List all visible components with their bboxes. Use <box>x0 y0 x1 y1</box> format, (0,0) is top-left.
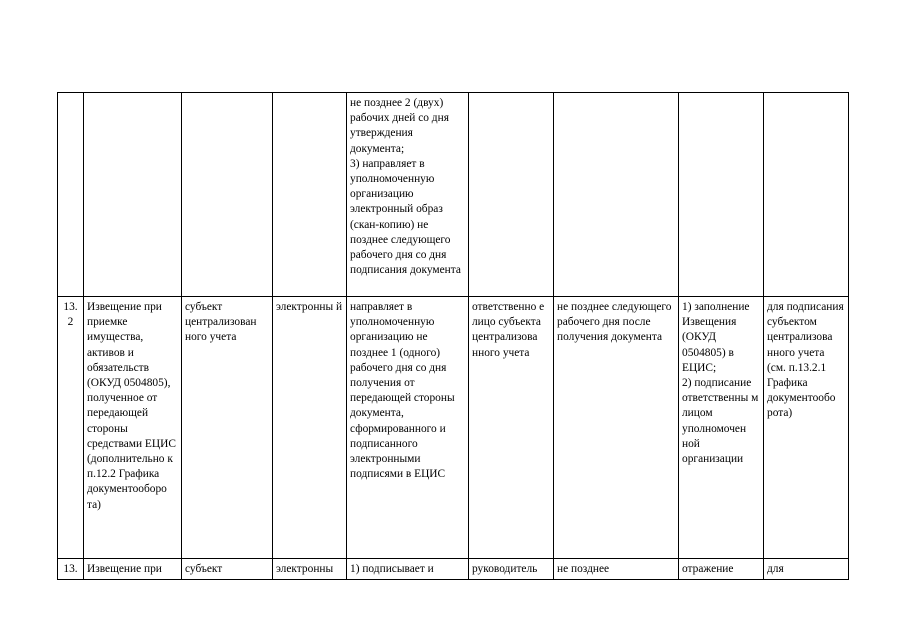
cell-deadline: не позднее следующего рабочего дня после получения документа <box>554 297 679 559</box>
cell-processing <box>679 93 764 297</box>
cell-deadline <box>554 93 679 297</box>
cell-processing: отражение <box>679 559 764 580</box>
cell-action: направляет в уполномоченную организацию не позднее 1 (одного) рабочего дня со дня получения от передающей стороны документа, сформированного и подписанного электронными подписями в ЕЦИС <box>347 297 469 559</box>
table-row <box>58 559 849 580</box>
cell-purpose: для <box>764 559 849 580</box>
cell-originator: субъект <box>182 559 273 580</box>
cell-format: электронны <box>273 559 347 580</box>
table-row <box>58 297 849 559</box>
cell-document-name: Извещение при приемке имущества, активов и обязательств (ОКУД 0504805), полученное от передающей стороны средствами ЕЦИС (дополнительно к п.12.2 Графика документооборо та) <box>84 297 182 559</box>
cell-number <box>58 93 84 297</box>
cell-deadline: не позднее <box>554 559 679 580</box>
document-table <box>57 92 849 580</box>
cell-document-name: Извещение при <box>84 559 182 580</box>
cell-processing: 1) заполнение Извещения (ОКУД 0504805) в ЕЦИС; 2) подписание ответственны м лицом уполномочен ной организации <box>679 297 764 559</box>
cell-responsible: руководитель <box>469 559 554 580</box>
cell-purpose <box>764 93 849 297</box>
cell-action: 1) подписывает и <box>347 559 469 580</box>
cell-format: электронны й <box>273 297 347 559</box>
cell-responsible: ответственно е лицо субъекта централизова нного учета <box>469 297 554 559</box>
cell-action: не позднее 2 (двух) рабочих дней со дня утверждения документа; 3) направляет в уполномоченную организацию электронный образ (скан-копию) не позднее следующего рабочего дня со дня подписания документа <box>347 93 469 297</box>
cell-format <box>273 93 347 297</box>
cell-purpose: для подписания субъектом централизова нного учета (см. п.13.2.1 Графика документообо рота) <box>764 297 849 559</box>
cell-originator: субъект централизован ного учета <box>182 297 273 559</box>
cell-document-name <box>84 93 182 297</box>
table-row <box>58 93 849 297</box>
cell-originator <box>182 93 273 297</box>
cell-number: 13. 2 <box>58 297 84 559</box>
cell-number: 13. <box>58 559 84 580</box>
cell-responsible <box>469 93 554 297</box>
